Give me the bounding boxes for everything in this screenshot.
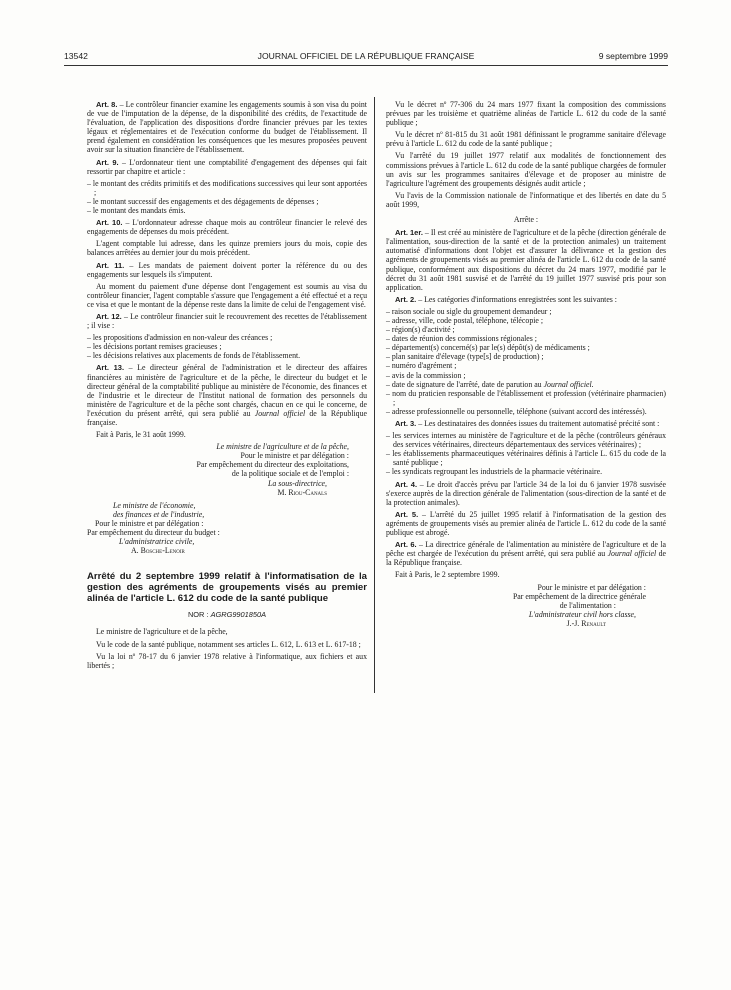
nor-reference: NOR : AGRG9901850A bbox=[187, 610, 267, 620]
fait-a-paris-2: Fait à Paris, le 2 septembre 1999. bbox=[395, 570, 500, 580]
article-2-list bbox=[386, 307, 666, 416]
list-item: – les décisions portant remises gracieuses ; bbox=[87, 342, 222, 352]
signatory-title: des finances et de l'industrie, bbox=[113, 509, 205, 519]
signatory-name: A. Bosche-Lenoir bbox=[131, 546, 185, 556]
issue-date: 9 septembre 1999 bbox=[598, 51, 668, 61]
signature-block-3 bbox=[386, 583, 666, 628]
signatory-title: L'administratrice civile, bbox=[119, 537, 195, 547]
article-9-list bbox=[87, 179, 367, 215]
article-9: Art. 9. – L'ordonnateur tient une comptabilité d'engagement des dépenses qui fait ressortir par chapitre et article : bbox=[87, 157, 367, 176]
article-3-list bbox=[386, 431, 666, 476]
list-item: – adresse professionnelle ou personnelle, téléphone (suivant accord des intéressés). bbox=[386, 406, 647, 416]
decree-title: Arrêté du 2 septembre 1999 relatif à l'informatisation de la gestion des agréments de groupements visés au premier alinéa de l'article L. 612 du code de la santé publique bbox=[87, 571, 367, 605]
article-5: Art. 5. – L'arrêté du 25 juillet 1995 relatif à l'informatisation de la gestion des agréments de groupements visés au premier alinéa de l'article L. 612 du code de la santé publique est abrogé. bbox=[386, 509, 666, 538]
signatory-title: L'administrateur civil hors classe, bbox=[528, 609, 636, 619]
signatory-line: Par empêchement du directeur des exploitations, bbox=[196, 460, 349, 470]
article-3: Art. 3. – Les destinataires des données issues du traitement automatisé précité sont : bbox=[395, 419, 660, 428]
article-4: Art. 4. – Le droit d'accès prévu par l'article 34 de la loi du 6 janvier 1978 susvisée s'exerce auprès de la direction générale de l'alimentation (sous-direction de la santé et de la protection animales). bbox=[386, 479, 666, 507]
list-item: – date de signature de l'arrêté, date de parution au Journal officiel. bbox=[386, 379, 594, 389]
signatory-line: de l'alimentation : bbox=[559, 600, 616, 610]
column-divider bbox=[374, 97, 375, 693]
header-rule bbox=[64, 65, 668, 66]
visa-line: Vu le décret nº 81-815 du 31 août 1981 définissant le programme sanitaire d'élevage prévu à l'article L. 612 du code de la santé publique ; bbox=[386, 130, 666, 149]
list-item: – nom du praticien responsable de l'établissement et profession (vétérinaire pharmacien) ; bbox=[386, 388, 666, 407]
article-1: Art. 1er. – Il est créé au ministère de l'agriculture et de la pêche (direction générale de l'alimentation, sous-direction de la santé et de la protection animales) un traitement automatisé d'informations dont l'objet est d'assurer la délivrance et la gestion des agréments de groupements visés au premier alinéa de l'article L. 612 du code de la santé publique, conformément aux dispositions du décret du 24 mars 1977, modifié par le décret du 31 août 1981 susvisé et de l'arrêté du 19 juillet 1977 susvisé pris pour son application. bbox=[386, 228, 666, 292]
article-12-list bbox=[87, 333, 367, 360]
visa-line: Vu la loi nº 78-17 du 6 janvier 1978 relative à l'informatique, aux fichiers et aux libertés ; bbox=[87, 651, 367, 670]
visa-line: Vu l'avis de la Commission nationale de l'informatique et des libertés en date du 5 août 1999, bbox=[386, 190, 666, 209]
article-11: Art. 11. – Les mandats de paiement doivent porter la référence du ou des engagements sur lesquels ils s'imputent. bbox=[87, 260, 368, 279]
list-item: – les propositions d'admission en non-valeur des créances ; bbox=[87, 333, 273, 343]
article-6: Art. 6. – La directrice générale de l'alimentation au ministère de l'agriculture et de la pêche est chargée de l'exécution du présent arrêté, qui sera publié au Journal officiel de la République française. bbox=[386, 540, 666, 568]
signatory-line: de la politique sociale et de l'emploi : bbox=[231, 469, 349, 479]
signatory-line: Pour le ministre et par délégation : bbox=[240, 451, 349, 461]
list-item: – les décisions relatives aux placements de fonds de l'établissement. bbox=[87, 351, 301, 361]
journal-title: JOURNAL OFFICIEL DE LA RÉPUBLIQUE FRANÇAISE bbox=[257, 51, 475, 61]
list-item: – le montant des crédits primitifs et des modifications successives qui leur sont apportées ; bbox=[87, 178, 367, 197]
arrete-heading: Arrête : bbox=[513, 215, 539, 225]
list-item: – département(s) concerné(s) par le(s) dépôt(s) de médicaments ; bbox=[386, 343, 590, 353]
left-column bbox=[87, 100, 367, 673]
article-10: Art. 10. – L'ordonnateur adresse chaque mois au contrôleur financier le relevé des engagements de dépenses du mois précédent. bbox=[87, 218, 367, 237]
signatory-title: La sous-directrice, bbox=[268, 478, 327, 488]
visa-line: Vu le code de la santé publique, notamment ses articles L. 612, L. 613 et L. 617-18 ; bbox=[96, 639, 361, 649]
signatory-line: Par empêchement de la directrice générale bbox=[512, 591, 646, 601]
list-item: – les services internes au ministère de l'agriculture et de la pêche (contrôleurs généraux des services vétérinaires, directeurs départementaux des services vétérinaires) ; bbox=[386, 431, 666, 450]
signature-block-2 bbox=[87, 501, 367, 556]
signatory-title: Le ministre de l'économie, bbox=[113, 500, 196, 510]
list-item: – les syndicats regroupant les industriels de la pharmacie vétérinaire. bbox=[386, 467, 603, 477]
visa-line: Vu l'arrêté du 19 juillet 1977 relatif aux modalités de fonctionnement des commissions prévues à l'article L. 612 du code de la santé publique chargées de formuler un avis sur les programmes sanitaires d'élevage et de proposer au ministre de l'agriculture l'agrément des groupements désignés audit article ; bbox=[386, 151, 666, 188]
list-item: – le montant des mandats émis. bbox=[87, 206, 186, 216]
right-column bbox=[386, 100, 666, 632]
signature-block-1 bbox=[87, 442, 367, 497]
page-header bbox=[64, 51, 668, 65]
page-number: 13542 bbox=[64, 51, 88, 61]
list-item: – les établissements pharmaceutiques vétérinaires définis à l'article L. 615 du code de la santé publique ; bbox=[386, 449, 666, 468]
list-item: – avis de la commission ; bbox=[386, 370, 466, 380]
list-item: – raison sociale ou sigle du groupement demandeur ; bbox=[386, 306, 552, 316]
list-item: – le montant successif des engagements et des dégagements de dépenses ; bbox=[87, 196, 319, 206]
article-10-para-2: L'agent comptable lui adresse, dans les quinze premiers jours du mois, copie des balances arrêtées au dernier jour du mois précédent. bbox=[87, 239, 367, 258]
list-item: – région(s) d'activité ; bbox=[386, 325, 455, 335]
list-item: – numéro d'agrément ; bbox=[386, 361, 457, 371]
visa-line: Le ministre de l'agriculture et de la pêche, bbox=[96, 627, 228, 637]
signatory-line: Pour le ministre et par délégation : bbox=[537, 582, 646, 592]
article-12: Art. 12. – Le contrôleur financier suit le recouvrement des recettes de l'établissement ; il vise : bbox=[87, 311, 367, 331]
article-13: Art. 13. – Le directeur général de l'administration et le directeur des affaires financières au ministère de l'agriculture et de la pêche, le directeur du budget et le directeur général de la comptabilité publique au ministère de l'économie, des finances et de l'industrie et le directeur de l'Institut national de formation des personnels du ministère de l'agriculture et de la pêche sont chargés, chacun en ce qui le concerne, de l'exécution du présent arrêté, qui sera publié au Journal officiel de la République française. bbox=[87, 363, 367, 427]
signatory-name: M. Riou-Canals bbox=[277, 487, 327, 497]
article-8: Art. 8. – Le contrôleur financier examine les engagements soumis à son visa du point de vue de l'imputation de la dépense, de la disponibilité des crédits, de l'exactitude de l'évaluation, de l'application des dispositions d'ordre financier prévues par les textes légaux et réglementaires et de l'exécution conforme du budget de l'établissement. Il prend également en considération les conséquences que les mesures proposées peuvent avoir sur la situation financière de l'établissement. bbox=[87, 100, 367, 155]
list-item: – dates de réunion des commissions régionales ; bbox=[386, 334, 537, 344]
list-item: – plan sanitaire d'élevage (type[s] de production) ; bbox=[386, 352, 544, 362]
signatory-title: Le ministre de l'agriculture et de la pêche, bbox=[216, 442, 349, 452]
signatory-name: J.-J. Renault bbox=[566, 618, 606, 628]
list-item: – adresse, ville, code postal, téléphone, télécopie ; bbox=[386, 315, 544, 325]
visa-line: Vu le décret nº 77-306 du 24 mars 1977 fixant la composition des commissions prévues par les troisième et quatrième alinéas de l'article L. 612 du code de la santé publique ; bbox=[386, 100, 666, 128]
article-2: Art. 2. – Les catégories d'informations enregistrées sont les suivantes : bbox=[395, 294, 617, 304]
signatory-line: Pour le ministre et par délégation : bbox=[95, 518, 204, 528]
article-11-para-2: Au moment du paiement d'une dépense dont l'engagement est soumis au visa du contrôleur financier, l'agent comptable s'assure que l'engagement a été effectué et a reçu ce visa et que le montant de la dépense reste dans la limite de celui de l'engagement visé. bbox=[87, 281, 367, 309]
fait-a-paris-1: Fait à Paris, le 31 août 1999. bbox=[96, 430, 186, 440]
signatory-line: Par empêchement du directeur du budget : bbox=[87, 528, 220, 538]
